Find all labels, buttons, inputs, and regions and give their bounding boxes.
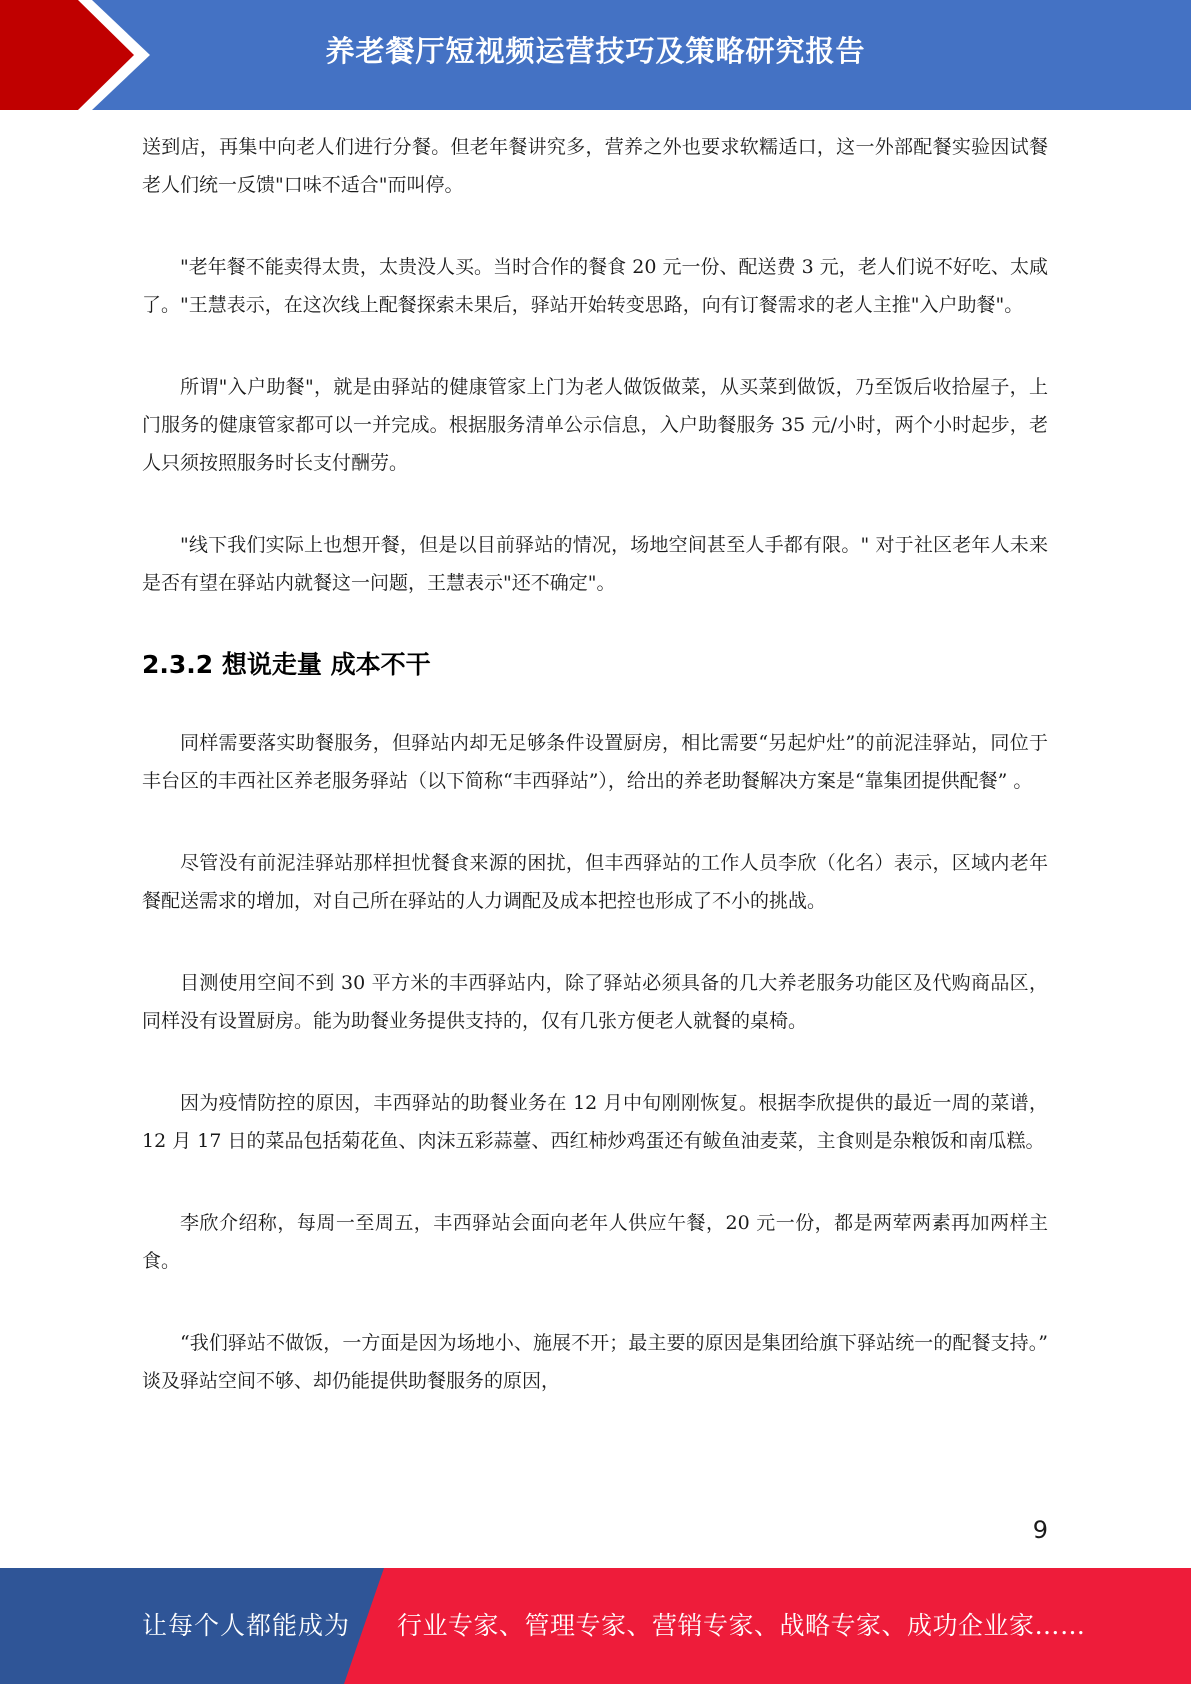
footer-slogan-right: 行业专家、管理专家、营销专家、战略专家、成功企业家…… <box>397 1611 1086 1640</box>
paragraph: 尽管没有前泥洼驿站那样担忧餐食来源的困扰，但丰西驿站的工作人员李欣（化名）表示，区域内老年餐配送需求的增加，对自己所在驿站的人力调配及成本把控也形成了不小的挑战。 <box>142 852 1048 912</box>
paragraph: 因为疫情防控的原因，丰西驿站的助餐业务在 12 月中旬刚刚恢复。根据李欣提供的最近一周的菜谱，12 月 17 日的菜品包括菊花鱼、肉沫五彩蒜薹、西红柿炒鸡蛋还有鲅鱼油麦菜，主食则是杂粮饭和南瓜糕。 <box>142 1092 1048 1152</box>
section-heading: 2.3.2 想说走量 成本不干 <box>142 650 431 679</box>
paragraph: 目测使用空间不到 30 平方米的丰西驿站内，除了驿站必须具备的几大养老服务功能区及代购商品区，同样没有设置厨房。能为助餐业务提供支持的，仅有几张方便老人就餐的桌椅。 <box>142 972 1048 1032</box>
paragraph: 李欣介绍称，每周一至周五，丰西驿站会面向老年人供应午餐，20 元一份，都是两荤两素再加两样主食。 <box>142 1212 1048 1272</box>
header-arrow-red <box>0 0 134 110</box>
page-footer <box>0 1568 1191 1684</box>
report-title: 养老餐厅短视频运营技巧及策略研究报告 <box>325 34 866 68</box>
paragraph: 送到店，再集中向老人们进行分餐。但老年餐讲究多，营养之外也要求软糯适口，这一外部配餐实验因试餐老人们统一反馈"口味不适合"而叫停。 <box>142 136 1048 196</box>
paragraph: "线下我们实际上也想开餐，但是以目前驿站的情况，场地空间甚至人手都有限。" 对于社区老年人未来是否有望在驿站内就餐这一问题，王慧表示"还不确定"。 <box>142 534 1048 594</box>
page-header <box>0 0 1191 110</box>
paragraph: "老年餐不能卖得太贵，太贵没人买。当时合作的餐食 20 元一份、配送费 3 元，老人们说不好吃、太咸了。"王慧表示，在这次线上配餐探索未果后，驿站开始转变思路，向有订餐需求的老人主推"入户助餐"。 <box>142 256 1048 316</box>
header-arrow-decoration <box>0 0 160 110</box>
document-body <box>142 128 1048 1444</box>
paragraph: 同样需要落实助餐服务，但驿站内却无足够条件设置厨房，相比需要“另起炉灶”的前泥洼驿站，同位于丰台区的丰西社区养老服务驿站（以下简称“丰西驿站”），给出的养老助餐解决方案是“靠集团提供配餐” 。 <box>142 732 1048 792</box>
paragraph: “我们驿站不做饭，一方面是因为场地小、施展不开；最主要的原因是集团给旗下驿站统一的配餐支持。” 谈及驿站空间不够、却仍能提供助餐服务的原因， <box>142 1332 1048 1392</box>
footer-slogan-left: 让每个人都能成为 <box>142 1611 351 1640</box>
paragraph: 所谓"入户助餐"，就是由驿站的健康管家上门为老人做饭做菜，从买菜到做饭，乃至饭后收拾屋子，上门服务的健康管家都可以一并完成。根据服务清单公示信息，入户助餐服务 35 元/小时，两个小时起步，老人只须按照服务时长支付酬劳。 <box>142 376 1048 474</box>
page-number: 9 <box>1032 1516 1048 1544</box>
